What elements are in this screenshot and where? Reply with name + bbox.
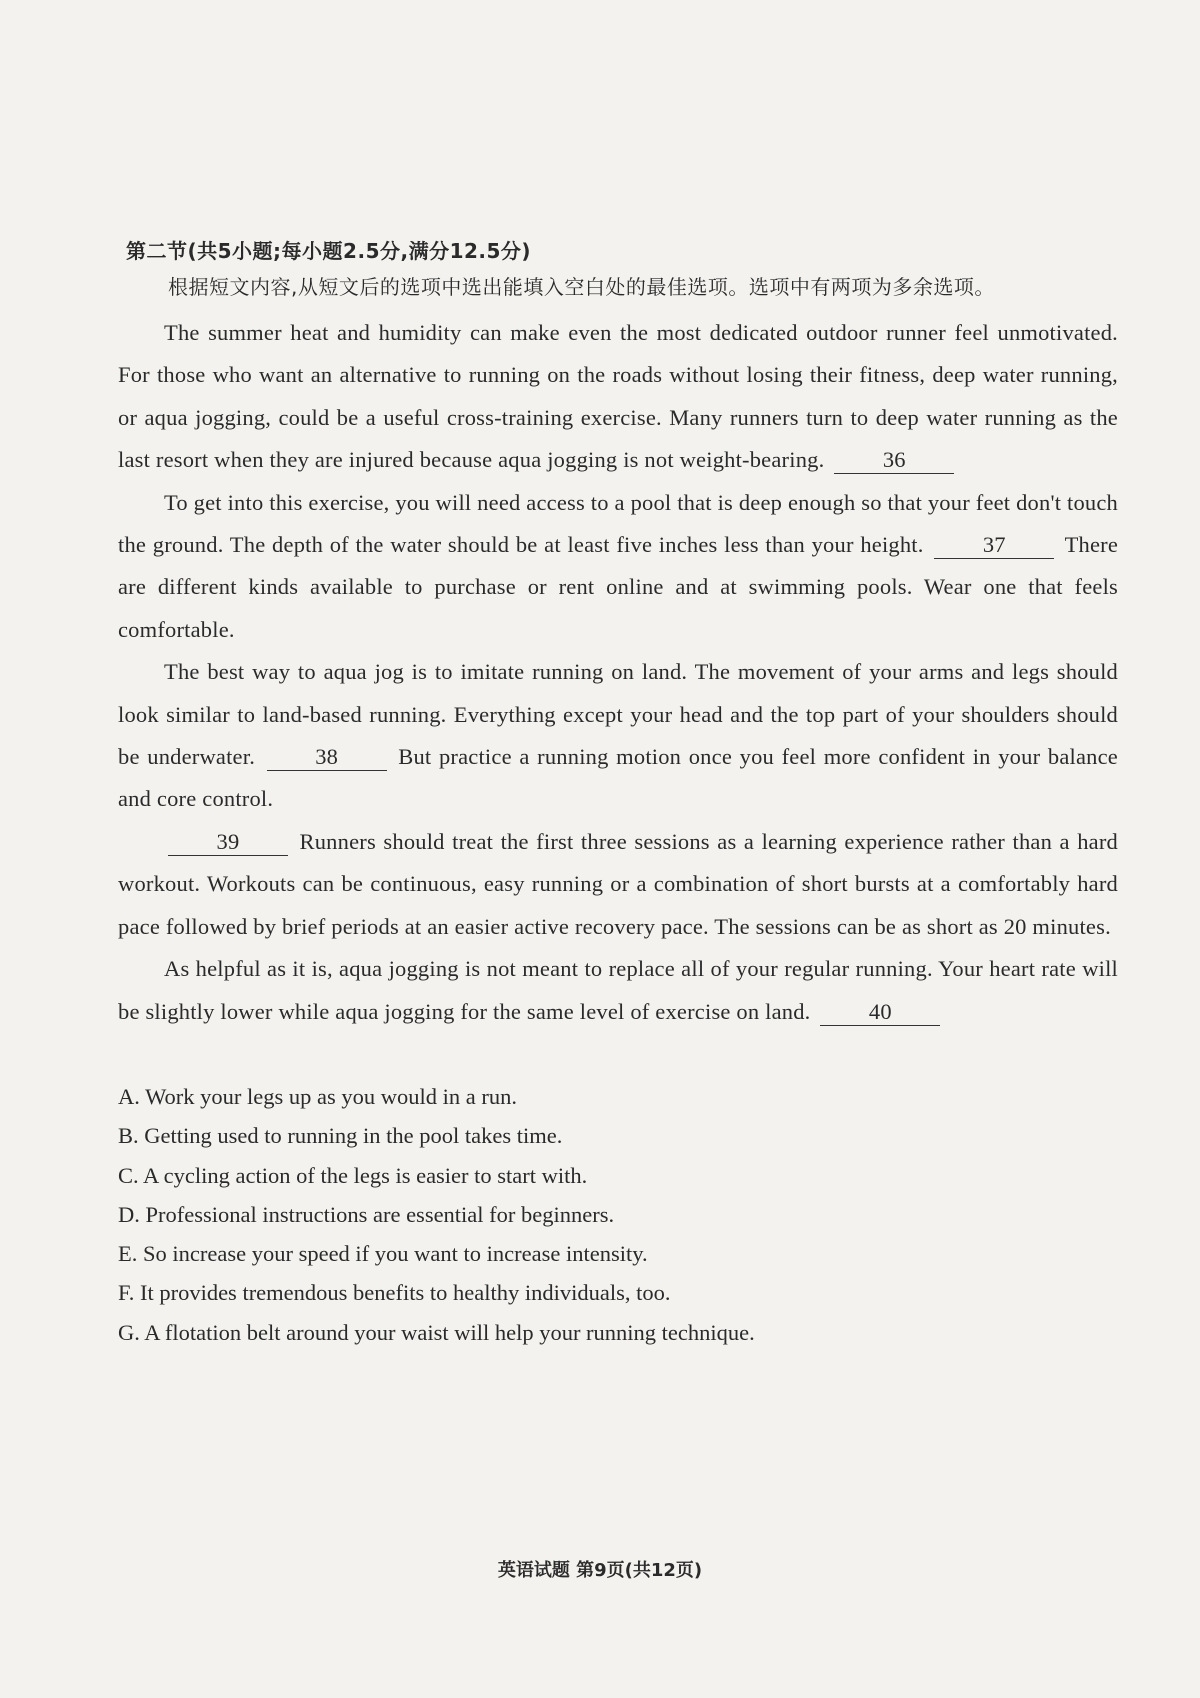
- paragraph-4-text: Runners should treat the first three sessions as a learning experience rather than a hard workout. Workouts can be continuous, easy running or a combination of short bursts at a comfortably hard pace followed by brief periods at an easier active recovery pace. The sessions can be as short as 20 minutes.: [118, 828, 1118, 939]
- paragraph-3-text-b: But practice a running motion once you feel more confident in your balance and core control.: [118, 744, 1118, 812]
- option-c: C. A cycling action of the legs is easier to start with.: [118, 1162, 588, 1188]
- paragraph-5-text: As helpful as it is, aqua jogging is not meant to replace all of your regular running. Your heart rate will be slightly lower while aqua jogging for the same level of exercise on land.: [118, 956, 1118, 1024]
- section-heading: 第二节(共5小题;每小题2.5分,满分12.5分): [126, 239, 532, 263]
- paragraph-2-text-b: There are different kinds available to purchase or rent online and at swimming pools. Wear one that feels comfortable.: [118, 532, 1119, 642]
- paragraph-5: [118, 948, 1118, 1033]
- reading-section: [118, 236, 1118, 1352]
- blank-37: 37: [934, 532, 1054, 559]
- option-g: G. A flotation belt around your waist will help your running technique.: [118, 1319, 755, 1345]
- option-e: E. So increase your speed if you want to increase intensity.: [118, 1241, 648, 1267]
- option-f: F. It provides tremendous benefits to healthy individuals, too.: [118, 1280, 671, 1306]
- paragraph-2-text-a: To get into this exercise, you will need access to a pool that is deep enough so that your feet don't touch the ground. The depth of the water should be at least five inches less than your height.: [118, 489, 1118, 558]
- section-instruction: 根据短文内容,从短文后的选项中选出能填入空白处的最佳选项。选项中有两项为多余选项。: [168, 275, 995, 299]
- paragraph-3: [118, 651, 1118, 821]
- page-footer: 英语试题 第9页(共12页): [497, 1560, 703, 1581]
- blank-40: 40: [820, 999, 940, 1026]
- paragraph-1-text: The summer heat and humidity can make even the most dedicated outdoor runner feel unmotivated. For those who want an alternative to running on the roads without losing their fitness, deep water running, or aqua jogging, could be a useful cross-training exercise. Many runners turn to deep water running as the last resort when they are injured because aqua jogging is not weight-bearing.: [118, 320, 1118, 473]
- blank-39: 39: [168, 829, 288, 856]
- answer-options: [118, 1077, 1118, 1352]
- option-b: B. Getting used to running in the pool takes time.: [118, 1123, 563, 1149]
- blank-38: 38: [267, 744, 387, 771]
- paragraph-4: [118, 821, 1118, 948]
- option-d: D. Professional instructions are essential for beginners.: [118, 1201, 615, 1227]
- blank-36: 36: [834, 447, 954, 474]
- paragraph-2: [118, 482, 1118, 652]
- option-a: A. Work your legs up as you would in a run.: [118, 1083, 517, 1109]
- paragraph-1: [118, 312, 1118, 482]
- paragraph-3-text-a: The best way to aqua jog is to imitate running on land. The movement of your arms and legs should look similar to land-based running. Everything except your head and the top part of your shoulders should be underwater.: [118, 659, 1118, 770]
